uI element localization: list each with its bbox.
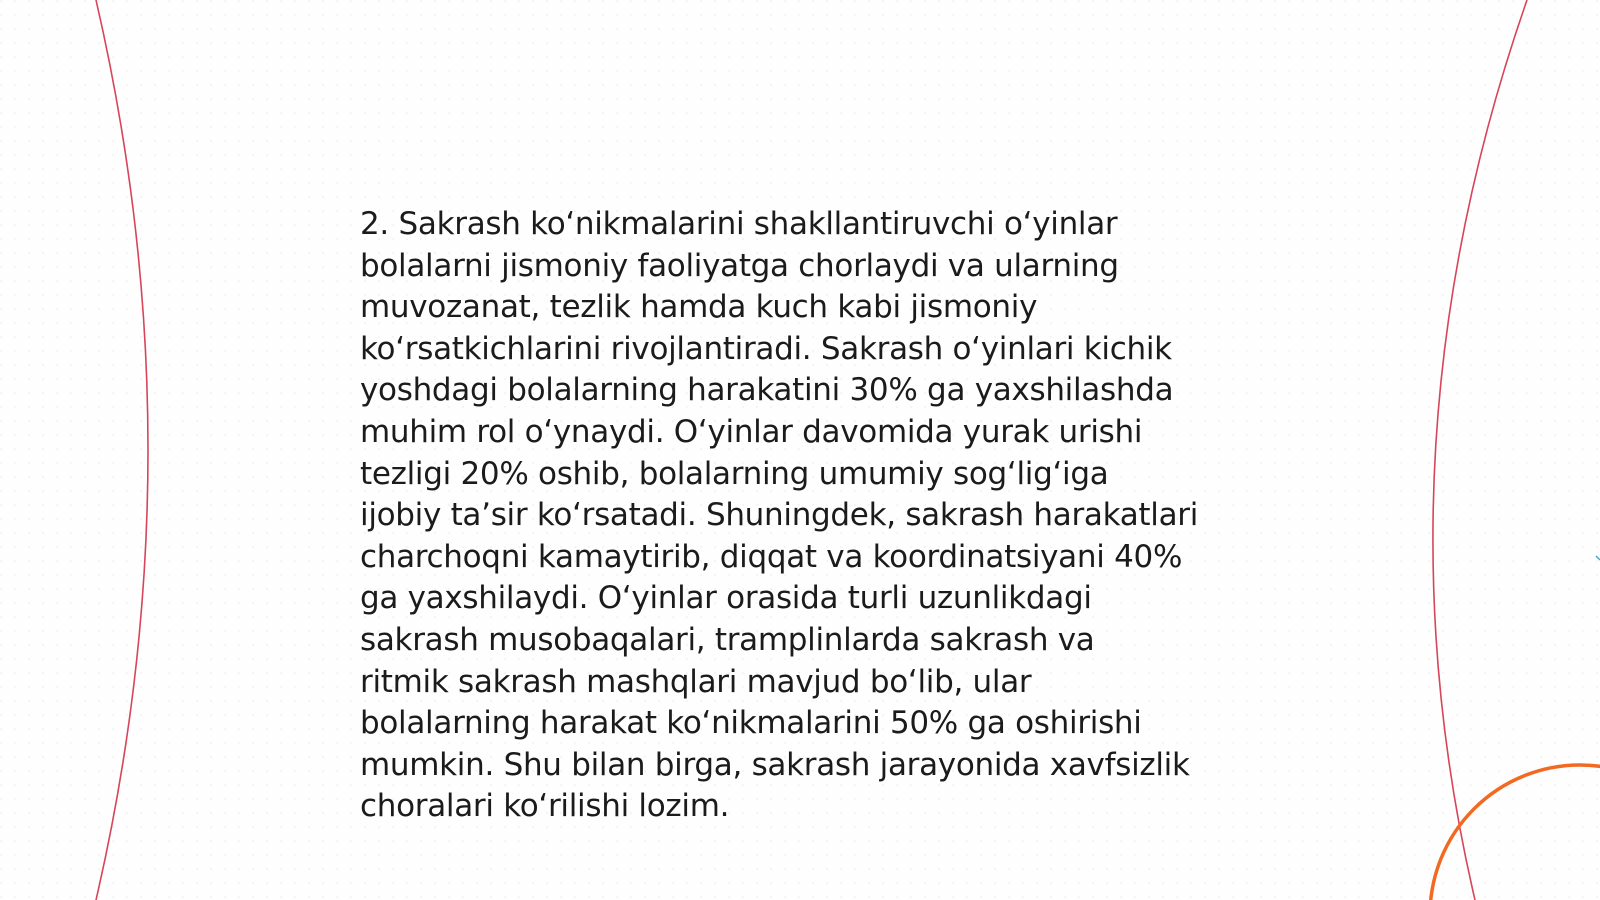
- left-arc-decoration: [96, 0, 148, 900]
- small-tick-decoration: [1596, 556, 1600, 560]
- orange-circle-decoration: [1430, 765, 1600, 900]
- right-arc-decoration: [1433, 0, 1527, 900]
- slide-body-text: 2. Sakrash ko‘nikmalarini shakllantiruvchi o‘yinlar bolalarni jismoniy faoliyatga chorlaydi va ularning muvozanat, tezlik hamda kuch kabi jismoniy ko‘rsatkichlarini rivojlantiradi. Sakrash o‘yinlari kichik yoshdagi bolalarning harakatini 30% ga yaxshilashda muhim rol o‘ynaydi. O‘yinlar davomida yurak urishi tezligi 20% oshib, bolalarning umumiy sog‘lig‘iga ijobiy ta’sir ko‘rsatadi. Shuningdek, sakrash harakatlari charchoqni kamaytirib, diqqat va koordinatsiyani 40% ga yaxshilaydi. O‘yinlar orasida turli uzunlikdagi sakrash musobaqalari, tramplinlarda sakrash va ritmik sakrash mashqlari mavjud bo‘lib, ular bolalarning harakat ko‘nikmalarini 50% ga oshirishi mumkin. Shu bilan birga, sakrash jarayonida xavfsizlik choralari ko‘rilishi lozim.: [360, 206, 1199, 825]
